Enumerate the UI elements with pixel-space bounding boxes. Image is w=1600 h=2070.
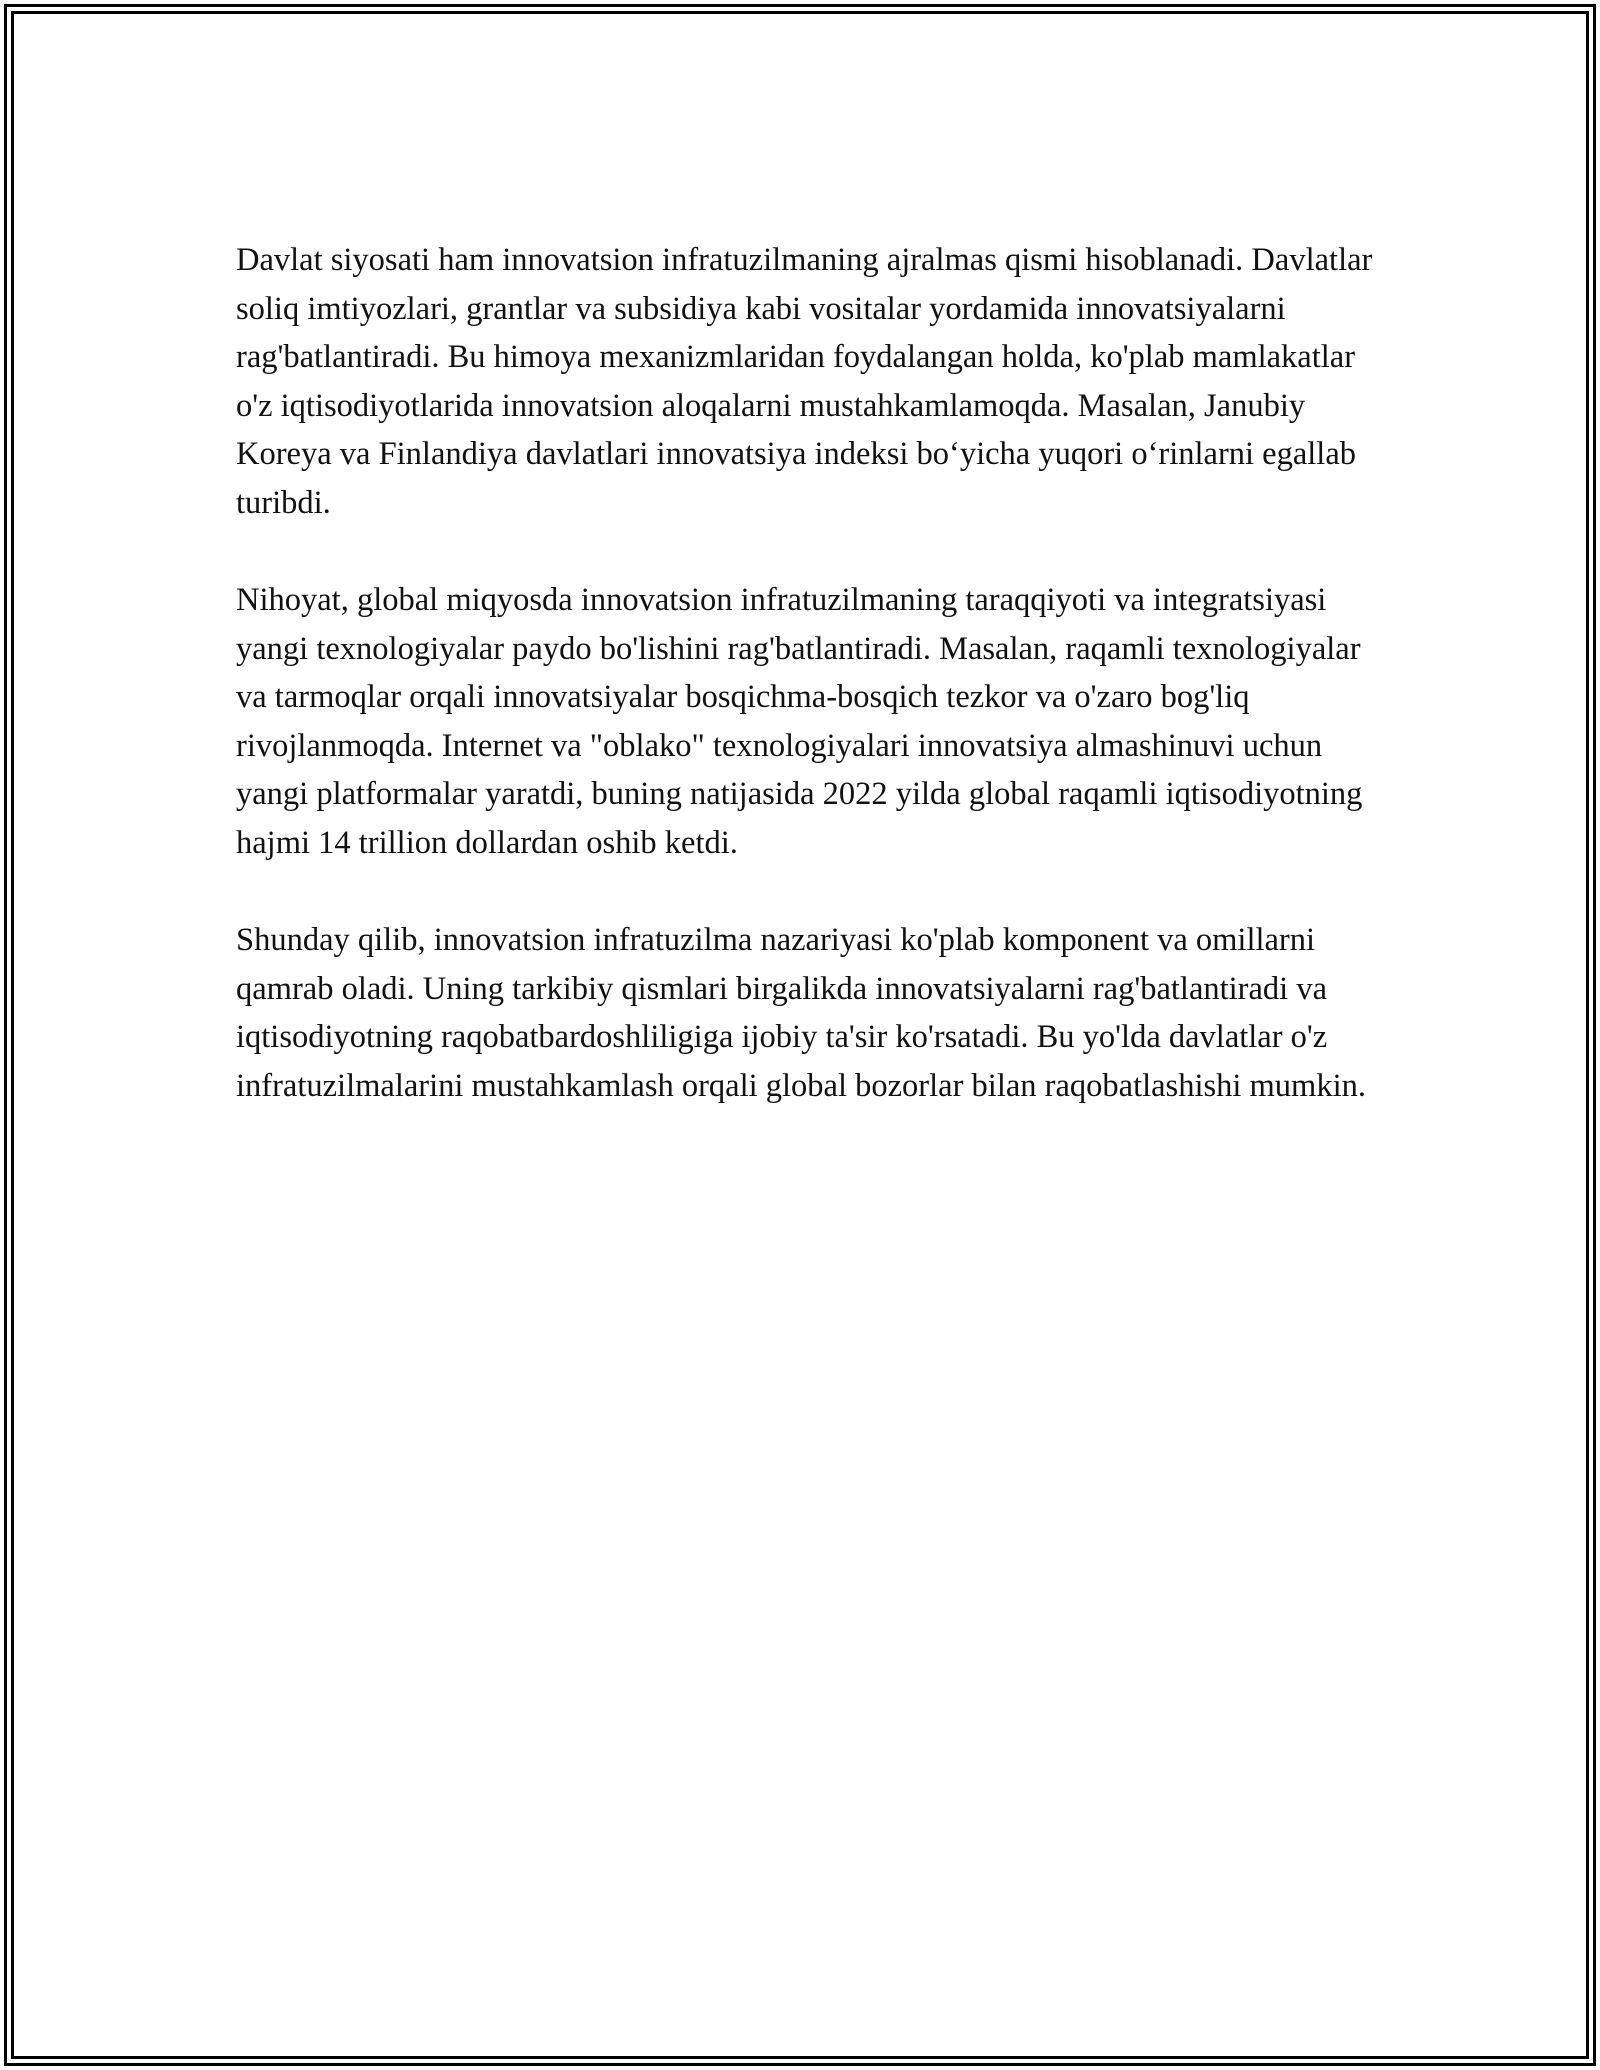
paragraph-global-integration: Nihoyat, global miqyosda innovatsion infratuzilmaning taraqqiyoti va integratsiyasi yangi texnologiyalar paydo bo'lishini rag'batlantiradi. Masalan, raqamli texnologiyalar va tarmoqlar orqali innovatsiyalar bosqichma-bosqich tezkor va o'zaro bog'liq rivojlanmoqda. Internet va "oblako" texnologiyalari innovatsiya almashinuvi uchun yangi platformalar yaratdi, buning natijasida 2022 yilda global raqamli iqtisodiyotning hajmi 14 trillion dollardan oshib ketdi. bbox=[236, 582, 1363, 861]
document-body bbox=[236, 236, 1386, 1159]
paragraph-conclusion: Shunday qilib, innovatsion infratuzilma nazariyasi ko'plab komponent va omillarni qamrab oladi. Uning tarkibiy qismlari birgalikda innovatsiyalarni rag'batlantiradi va iqtisodiyotning raqobatbardoshliligiga ijobiy ta'sir ko'rsatadi. Bu yo'lda davlatlar o'z infratuzilmalarini mustahkamlash orqali global bozorlar bilan raqobatlashishi mumkin. bbox=[236, 922, 1366, 1104]
paragraph-state-policy: Davlat siyosati ham innovatsion infratuzilmaning ajralmas qismi hisoblanadi. Davlatlar soliq imtiyozlari, grantlar va subsidiya kabi vositalar yordamida innovatsiyalarni rag'batlantiradi. Bu himoya mexanizmlaridan foydalangan holda, ko'plab mamlakatlar o'z iqtisodiyotlarida innovatsion aloqalarni mustahkamlamoqda. Masalan, Janubiy Koreya va Finlandiya davlatlari innovatsiya indeksi bo‘yicha yuqori o‘rinlarni egallab turibdi. bbox=[236, 242, 1373, 521]
